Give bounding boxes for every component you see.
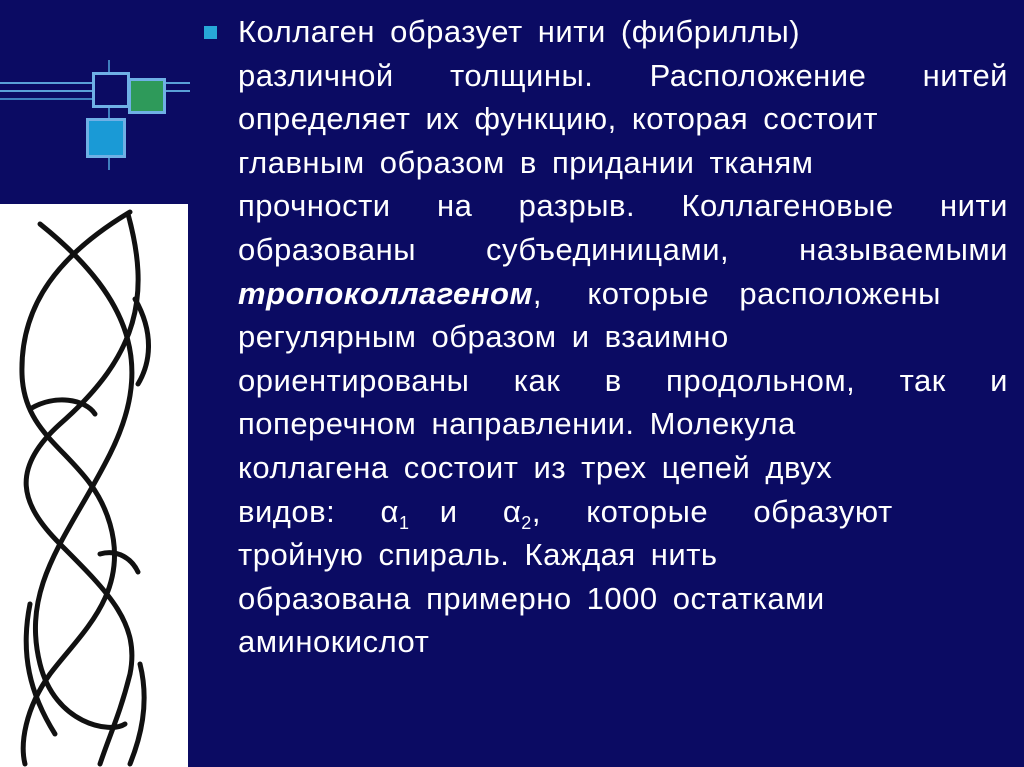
text-line-8: регулярным образом и взаимно	[238, 319, 729, 355]
text-line-10: поперечном направлении. Молекула	[238, 406, 796, 442]
alpha-subscript-1: 1	[398, 512, 410, 533]
collagen-helix-illustration	[0, 204, 188, 767]
triple-helix-drawing	[0, 204, 188, 767]
text-line-7	[238, 272, 1008, 316]
text-line-2: различной толщины. Расположение нитей	[238, 57, 1008, 93]
helix-strand-b	[22, 212, 130, 764]
text-line-12-pre: видов: α	[238, 493, 399, 529]
text-line-1: Коллаген образует нити (фибриллы)	[238, 14, 801, 49]
text-line-7-rest: , которые расположены	[532, 275, 941, 311]
helix-strand-h	[130, 664, 144, 764]
body-paragraph	[238, 10, 1008, 664]
text-line-11: коллагена состоит из трех цепей двух	[238, 449, 833, 485]
decor-square-dark	[92, 72, 130, 108]
alpha-subscript-2: 2	[521, 512, 532, 533]
text-line-5: прочности на разрыв. Коллагеновые нити	[238, 188, 1008, 224]
text-line-12-post: , которые образуют	[531, 493, 893, 529]
term-tropocollagen: тропоколлагеном	[238, 275, 533, 311]
text-line-15: аминокислот	[238, 624, 430, 660]
decor-square-green	[128, 78, 166, 114]
text-line-9: ориентированы как в продольном, так и	[238, 362, 1008, 398]
square-bullet-icon	[204, 26, 217, 39]
text-line-13: тройную спираль. Каждая нить	[238, 537, 718, 573]
text-line-6: образованы субъединицами, называемыми	[238, 231, 1008, 267]
text-line-4: главным образом в придании тканям	[238, 144, 814, 180]
helix-strand-e	[100, 553, 138, 572]
text-line-12	[238, 490, 1008, 534]
text-line-14: образована примерно 1000 остатками	[238, 580, 825, 616]
decor-square-cyan	[86, 118, 126, 158]
text-line-12-mid: и α	[409, 493, 522, 529]
text-line-3: определяет их функцию, которая состоит	[238, 101, 878, 137]
